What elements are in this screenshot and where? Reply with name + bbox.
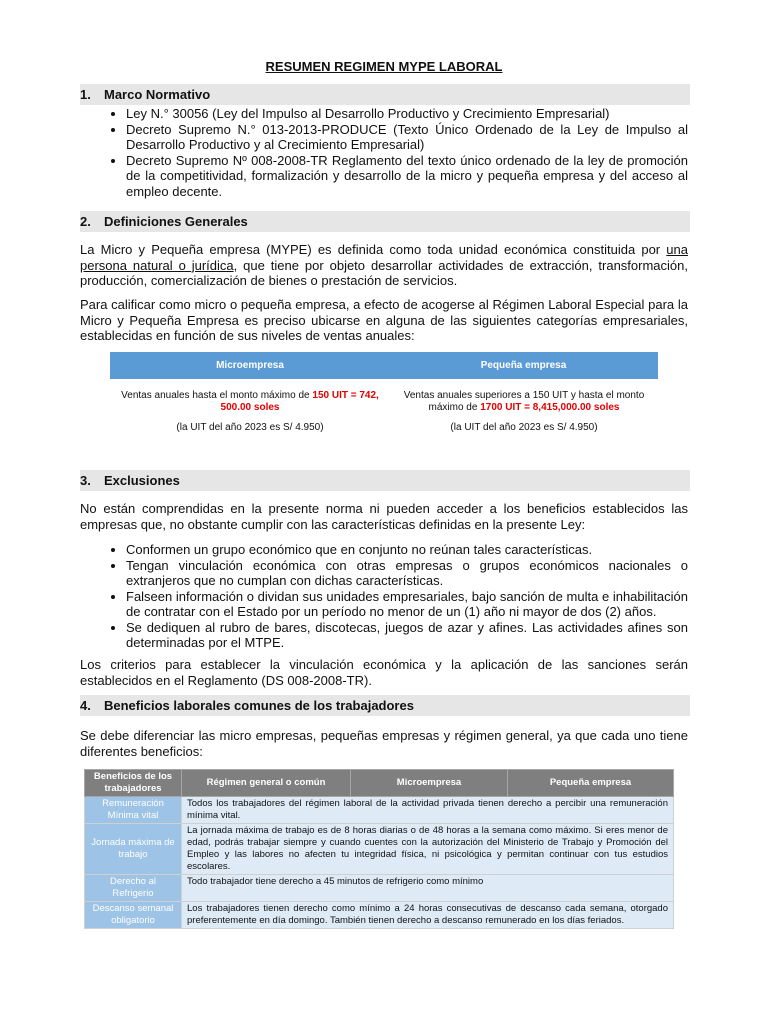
table-row (85, 824, 674, 875)
microempresa-description (112, 390, 388, 414)
section-2-paragraph-1 (80, 242, 688, 289)
section-3-title: Exclusiones (104, 473, 180, 488)
row-header: Descanso semanal obligatorio (85, 902, 182, 929)
column-header: Régimen general o común (182, 770, 351, 797)
microempresa-header: Microempresa (110, 352, 390, 379)
section-3-number: 3. (80, 473, 91, 488)
section-4-paragraph-1: Se debe diferenciar las micro empresas, pequeñas empresas y régimen general, ya que cada uno tiene diferentes beneficios: (80, 728, 688, 759)
document-title: RESUMEN REGIMEN MYPE LABORAL (265, 59, 503, 74)
table-header-row (85, 770, 674, 797)
list-item: • Decreto Supremo N.° 013-2013-PRODUCE (Texto Único Ordenado de la Ley de Impulso al Desarrollo Productivo y al Crecimiento Empresarial) (126, 122, 688, 153)
paragraph-text: La Micro y Pequeña empresa (MYPE) es definida como toda unidad económica constituida por (80, 242, 667, 257)
table-row (85, 797, 674, 824)
section-1-list (80, 106, 688, 199)
benefits-table (84, 769, 674, 929)
row-description: Todos los trabajadores del régimen laboral de la actividad privada tienen derecho a percibir una remuneración mínima vital. (182, 797, 674, 824)
section-1-title: Marco Normativo (104, 87, 211, 102)
section-2-heading (80, 211, 690, 232)
column-header: Beneficios de los trabajadores (85, 770, 182, 797)
list-item: • Falseen información o dividan sus unidades empresariales, bajo sanción de multa e inhabilitación de contratar con el Estado por un período no menor de un (1) año ni mayor de dos (2) años. (126, 589, 688, 620)
section-3-heading (80, 470, 690, 491)
list-item: • Tengan vinculación económica con otras empresas o grupos económicos nacionales o extranjeros que no cumplan con dichas características. (126, 558, 688, 589)
category-amount: 150 UIT = 742, 500.00 soles (220, 390, 379, 413)
section-4-heading (80, 695, 690, 716)
microempresa-uit-note: (la UIT del año 2023 es S/ 4.950) (176, 422, 324, 433)
pequena-empresa-description (393, 390, 655, 414)
list-item: • Se dediquen al rubro de bares, discotecas, juegos de azar y afines. Las actividades afines son determinadas por el MTPE. (126, 620, 688, 651)
category-text: Ventas anuales superiores a 150 UIT y hasta el monto máximo de (403, 390, 645, 413)
section-3-paragraph-1: No están comprendidas en la presente norma ni pueden acceder a los beneficios establecidos las empresas que, no obstante cumplir con las características definidas en la presente Ley: (80, 501, 688, 532)
underlined-text: una persona natural o jurídica (80, 242, 688, 273)
row-description: Todo trabajador tiene derecho a 45 minutos de refrigerio como mínimo (182, 875, 674, 902)
row-description: La jornada máxima de trabajo es de 8 horas diarias o de 48 horas a la semana como máximo. Si eres menor de edad, podrás trabajar siempre y cuando cuentes con la autorización del Ministerio de Trabajo y Promoción del Empleo y las labores no afecten tu integridad física, ni psicológica y permitan continuar con tus estudios escolares. (182, 824, 674, 875)
category-text: Ventas anuales hasta el monto máximo de (121, 390, 313, 401)
table-row (85, 902, 674, 929)
category-amount: 1700 UIT = 8,415,000.00 soles (480, 402, 620, 413)
section-3-paragraph-2: Los criterios para establecer la vinculación económica y la aplicación de las sanciones serán establecidos en el Reglamento (DS 008-2008-TR). (80, 657, 688, 688)
column-header: Pequeña empresa (508, 770, 674, 797)
row-header: Jornada máxima de trabajo (85, 824, 182, 875)
section-4-number: 4. (80, 698, 91, 713)
row-description: Los trabajadores tienen derecho como mínimo a 24 horas consecutivas de descanso cada semana, otorgado preferentemente en día domingo. También tienen derecho a descanso remunerado en los días feriados. (182, 902, 674, 929)
list-item: • Conformen un grupo económico que en conjunto no reúnan tales características. (126, 542, 688, 558)
row-header: Derecho al Refrigerio (85, 875, 182, 902)
section-4-title: Beneficios laborales comunes de los trabajadores (104, 698, 414, 713)
table-row (85, 875, 674, 902)
paragraph-text: , que tiene por objeto desarrollar actividades de extracción, transformación, producción, comercialización de bienes o prestación de servicios. (80, 257, 688, 288)
column-header: Microempresa (351, 770, 508, 797)
section-2-paragraph-2: Para calificar como micro o pequeña empresa, a efecto de acogerse al Régimen Laboral Especial para la Micro y Pequeña Empresa es preciso ubicarse en alguna de las siguientes categorías empresariales, establecidas en función de sus niveles de ventas anuales: (80, 297, 688, 343)
list-item: • Decreto Supremo Nº 008-2008-TR Reglamento del texto único ordenado de la ley de promoción de la competitividad, formalización y desarrollo de la micro y pequeña empresa y del acceso al empleo decente. (126, 153, 688, 200)
pequena-empresa-header: Pequeña empresa (389, 352, 658, 379)
section-3-list (80, 542, 688, 651)
list-item: • Ley N.° 30056 (Ley del Impulso al Desarrollo Productivo y Crecimiento Empresarial) (126, 106, 688, 122)
section-1-number: 1. (80, 87, 91, 102)
section-1-heading (80, 84, 690, 105)
section-2-number: 2. (80, 214, 91, 229)
pequena-empresa-uit-note: (la UIT del año 2023 es S/ 4.950) (450, 422, 598, 433)
section-2-title: Definiciones Generales (104, 214, 248, 229)
row-header: Remuneración Mínima vital (85, 797, 182, 824)
